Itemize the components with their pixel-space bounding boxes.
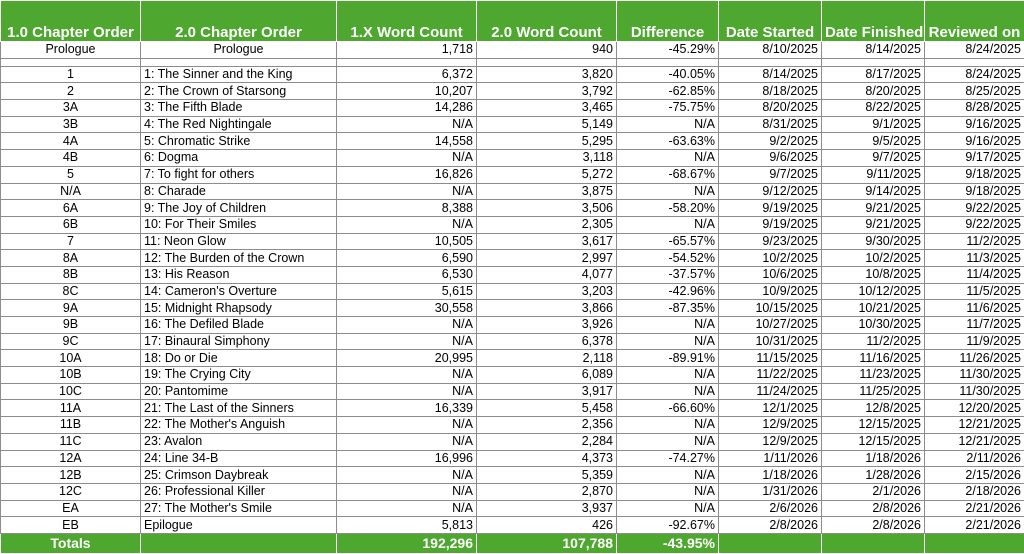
table-cell[interactable]: 12A	[1, 450, 141, 467]
table-cell[interactable]: -40.05%	[617, 66, 719, 83]
table-cell[interactable]: EB	[1, 517, 141, 534]
table-cell[interactable]: 6B	[1, 216, 141, 233]
table-cell[interactable]: 9/22/2025	[925, 200, 1024, 217]
table-cell[interactable]: 8/24/2025	[925, 66, 1024, 83]
table-cell[interactable]: 11C	[1, 433, 141, 450]
table-cell[interactable]: 2/15/2026	[925, 467, 1024, 484]
table-cell[interactable]: 8/31/2025	[719, 116, 822, 133]
table-cell[interactable]: 9/2/2025	[719, 133, 822, 150]
table-cell[interactable]: N/A	[617, 417, 719, 434]
table-cell[interactable]: 11/15/2025	[719, 350, 822, 367]
table-cell[interactable]: 3B	[1, 116, 141, 133]
table-cell[interactable]: 10: For Their Smiles	[141, 216, 337, 233]
table-cell[interactable]: N/A	[337, 150, 477, 167]
table-row	[1, 517, 1024, 534]
table-cell[interactable]: 10/6/2025	[719, 266, 822, 283]
table-cell[interactable]: 15: Midnight Rhapsody	[141, 300, 337, 317]
table-cell[interactable]: N/A	[617, 150, 719, 167]
table-cell[interactable]: 9/14/2025	[822, 183, 925, 200]
empty-cell[interactable]	[337, 58, 477, 66]
table-cell[interactable]: 11/4/2025	[925, 266, 1024, 283]
totals-row	[1, 533, 1024, 553]
table-cell[interactable]: 2/8/2026	[719, 517, 822, 534]
table-cell[interactable]: -54.52%	[617, 250, 719, 267]
table-cell[interactable]: 8: Charade	[141, 183, 337, 200]
table-cell[interactable]: 9B	[1, 317, 141, 334]
table-cell[interactable]: 12/1/2025	[719, 400, 822, 417]
header-cell[interactable]: Date Started	[719, 1, 822, 42]
table-cell[interactable]: 1/18/2026	[822, 450, 925, 467]
table-cell[interactable]: 5,359	[477, 467, 617, 484]
table-cell[interactable]: 30,558	[337, 300, 477, 317]
table-cell[interactable]: 8/22/2025	[822, 100, 925, 117]
table-cell[interactable]: 11/3/2025	[925, 250, 1024, 267]
table-row	[1, 417, 1024, 434]
header-cell[interactable]: 1.X Word Count	[337, 1, 477, 42]
table-cell[interactable]: N/A	[337, 433, 477, 450]
table-cell[interactable]: 12/9/2025	[719, 417, 822, 434]
table-cell[interactable]: 8A	[1, 250, 141, 267]
table-cell[interactable]: 8/20/2025	[719, 100, 822, 117]
table-cell[interactable]: 2/21/2026	[925, 517, 1024, 534]
table-cell[interactable]: 4,077	[477, 266, 617, 283]
table-cell[interactable]: 9A	[1, 300, 141, 317]
table-cell[interactable]: N/A	[337, 183, 477, 200]
table-cell[interactable]: 3: The Fifth Blade	[141, 100, 337, 117]
table-cell[interactable]: 16,996	[337, 450, 477, 467]
header-cell[interactable]: 1.0 Chapter Order	[1, 1, 141, 42]
table-cell[interactable]: 12/15/2025	[822, 433, 925, 450]
table-row	[1, 66, 1024, 83]
table-cell[interactable]: Prologue	[141, 42, 337, 59]
table-cell[interactable]: -42.96%	[617, 283, 719, 300]
table-cell[interactable]: 9C	[1, 333, 141, 350]
table-cell[interactable]: N/A	[337, 500, 477, 517]
table-cell[interactable]: N/A	[617, 500, 719, 517]
table-cell[interactable]: 6,372	[337, 66, 477, 83]
table-cell[interactable]: 11/16/2025	[822, 350, 925, 367]
table-cell[interactable]: 9/23/2025	[719, 233, 822, 250]
table-cell[interactable]: 14: Cameron's Overture	[141, 283, 337, 300]
table-cell[interactable]: 3,866	[477, 300, 617, 317]
table-cell[interactable]: 10/31/2025	[719, 333, 822, 350]
table-cell[interactable]: 11: Neon Glow	[141, 233, 337, 250]
table-cell[interactable]: 8/25/2025	[925, 83, 1024, 100]
table-cell[interactable]: Epilogue	[141, 517, 337, 534]
table-cell[interactable]: 14,558	[337, 133, 477, 150]
table-row	[1, 467, 1024, 484]
table-cell[interactable]: 2,356	[477, 417, 617, 434]
table-cell[interactable]: 3,203	[477, 283, 617, 300]
table-cell[interactable]: 9: The Joy of Children	[141, 200, 337, 217]
table-cell[interactable]: 1,718	[337, 42, 477, 59]
table-cell[interactable]: 11/30/2025	[925, 367, 1024, 384]
table-cell[interactable]: 8/17/2025	[822, 66, 925, 83]
table-row	[1, 350, 1024, 367]
table-cell[interactable]: 12/15/2025	[822, 417, 925, 434]
table-cell[interactable]: N/A	[617, 367, 719, 384]
table-row	[1, 300, 1024, 317]
table-cell[interactable]: 10/15/2025	[719, 300, 822, 317]
table-cell[interactable]: N/A	[617, 483, 719, 500]
empty-cell[interactable]	[1, 58, 141, 66]
table-cell[interactable]: 9/18/2025	[925, 183, 1024, 200]
empty-cell[interactable]	[925, 58, 1024, 66]
table-cell[interactable]: 8/14/2025	[719, 66, 822, 83]
table-cell[interactable]: -45.29%	[617, 42, 719, 59]
table-cell[interactable]: 3,506	[477, 200, 617, 217]
header-cell[interactable]: Reviewed on	[925, 1, 1024, 42]
table-cell[interactable]: 9/16/2025	[925, 116, 1024, 133]
table-cell[interactable]: 3,937	[477, 500, 617, 517]
table-row	[1, 266, 1024, 283]
table-row	[1, 450, 1024, 467]
table-cell[interactable]: 6,530	[337, 266, 477, 283]
table-cell[interactable]: 22: The Mother's Anguish	[141, 417, 337, 434]
table-cell[interactable]: 19: The Crying City	[141, 367, 337, 384]
header-cell[interactable]: 2.0 Chapter Order	[141, 1, 337, 42]
table-cell[interactable]: 6: Dogma	[141, 150, 337, 167]
table-cell[interactable]: N/A	[617, 467, 719, 484]
table-cell[interactable]: 16: The Defiled Blade	[141, 317, 337, 334]
table-cell[interactable]: 12/20/2025	[925, 400, 1024, 417]
table-cell[interactable]: 11/24/2025	[719, 383, 822, 400]
table-cell[interactable]: 9/7/2025	[719, 166, 822, 183]
empty-cell[interactable]	[477, 58, 617, 66]
table-cell[interactable]: 12B	[1, 467, 141, 484]
table-cell[interactable]: 9/21/2025	[822, 216, 925, 233]
table-row	[1, 433, 1024, 450]
table-row	[1, 166, 1024, 183]
table-cell[interactable]: N/A	[617, 383, 719, 400]
table-cell[interactable]: 9/22/2025	[925, 216, 1024, 233]
table-row	[1, 383, 1024, 400]
table-cell[interactable]: 11/7/2025	[925, 317, 1024, 334]
table-cell[interactable]: 1: The Sinner and the King	[141, 66, 337, 83]
total-2-0-word-count[interactable]: 107,788	[477, 533, 617, 553]
table-cell[interactable]: 12: The Burden of the Crown	[141, 250, 337, 267]
table-cell[interactable]: 8C	[1, 283, 141, 300]
table-cell[interactable]: 2/8/2026	[822, 517, 925, 534]
table-cell[interactable]: 1/28/2026	[822, 467, 925, 484]
table-cell[interactable]: 7	[1, 233, 141, 250]
table-cell[interactable]: 2,870	[477, 483, 617, 500]
table-cell[interactable]: N/A	[617, 333, 719, 350]
table-row	[1, 150, 1024, 167]
table-cell[interactable]: 9/5/2025	[822, 133, 925, 150]
table-cell[interactable]: 10/2/2025	[822, 250, 925, 267]
table-cell[interactable]: 11/30/2025	[925, 383, 1024, 400]
table-cell[interactable]: -92.67%	[617, 517, 719, 534]
table-cell[interactable]: 7: To fight for others	[141, 166, 337, 183]
table-cell[interactable]: 2	[1, 83, 141, 100]
table-cell[interactable]: 16,339	[337, 400, 477, 417]
table-cell[interactable]: N/A	[337, 317, 477, 334]
table-cell[interactable]: 20,995	[337, 350, 477, 367]
table-cell[interactable]: 12/8/2025	[822, 400, 925, 417]
table-cell[interactable]: 6,590	[337, 250, 477, 267]
table-cell[interactable]: -63.63%	[617, 133, 719, 150]
table-row	[1, 233, 1024, 250]
table-cell[interactable]: 11A	[1, 400, 141, 417]
table-cell[interactable]: 3,820	[477, 66, 617, 83]
table-cell[interactable]: -65.57%	[617, 233, 719, 250]
table-row	[1, 483, 1024, 500]
table-cell[interactable]: N/A	[337, 483, 477, 500]
table-cell[interactable]: 10C	[1, 383, 141, 400]
table-cell[interactable]: 11/5/2025	[925, 283, 1024, 300]
empty-cell[interactable]	[719, 58, 822, 66]
table-cell[interactable]: 2/21/2026	[925, 500, 1024, 517]
table-cell[interactable]: 11/9/2025	[925, 333, 1024, 350]
empty-cell[interactable]	[141, 58, 337, 66]
table-cell[interactable]: 2,997	[477, 250, 617, 267]
spacer-row	[1, 58, 1024, 66]
table-cell[interactable]: N/A	[337, 333, 477, 350]
table-cell[interactable]: 8/20/2025	[822, 83, 925, 100]
table-cell[interactable]: 26: Professional Killer	[141, 483, 337, 500]
table-cell[interactable]	[822, 533, 925, 553]
table-cell[interactable]: 3A	[1, 100, 141, 117]
table-cell[interactable]: -75.75%	[617, 100, 719, 117]
table-cell[interactable]: 4: The Red Nightingale	[141, 116, 337, 133]
table-row	[1, 333, 1024, 350]
table-cell[interactable]: 8/24/2025	[925, 42, 1024, 59]
table-cell[interactable]: 10/30/2025	[822, 317, 925, 334]
table-cell[interactable]: 9/19/2025	[719, 216, 822, 233]
table-cell[interactable]: 4A	[1, 133, 141, 150]
table-cell[interactable]: 8/14/2025	[822, 42, 925, 59]
table-cell[interactable]: 5,813	[337, 517, 477, 534]
table-cell[interactable]: 2,284	[477, 433, 617, 450]
table-cell[interactable]: 3,926	[477, 317, 617, 334]
table-cell[interactable]: 8B	[1, 266, 141, 283]
table-cell[interactable]: 9/30/2025	[822, 233, 925, 250]
table-cell[interactable]: 8/10/2025	[719, 42, 822, 59]
table-cell[interactable]: N/A	[337, 417, 477, 434]
table-cell[interactable]: -89.91%	[617, 350, 719, 367]
table-cell[interactable]: 9/12/2025	[719, 183, 822, 200]
table-cell[interactable]: 14,286	[337, 100, 477, 117]
table-cell[interactable]: 4,373	[477, 450, 617, 467]
table-cell[interactable]: 13: His Reason	[141, 266, 337, 283]
table-cell[interactable]: 10,207	[337, 83, 477, 100]
table-cell[interactable]: N/A	[617, 216, 719, 233]
table-cell[interactable]: N/A	[337, 116, 477, 133]
table-cell[interactable]: 5,615	[337, 283, 477, 300]
table-cell[interactable]: 8/18/2025	[719, 83, 822, 100]
table-row	[1, 283, 1024, 300]
table-cell[interactable]: 9/1/2025	[822, 116, 925, 133]
table-cell[interactable]: 2/11/2026	[925, 450, 1024, 467]
table-cell[interactable]: 10A	[1, 350, 141, 367]
table-row	[1, 83, 1024, 100]
table-cell[interactable]: 10/8/2025	[822, 266, 925, 283]
table-cell[interactable]: 18: Do or Die	[141, 350, 337, 367]
table-row	[1, 216, 1024, 233]
table-cell[interactable]: -37.57%	[617, 266, 719, 283]
table-cell[interactable]: 11/2/2025	[925, 233, 1024, 250]
table-cell[interactable]: 12/21/2025	[925, 433, 1024, 450]
table-row	[1, 200, 1024, 217]
table-cell[interactable]: 1/31/2026	[719, 483, 822, 500]
table-cell[interactable]: 5,458	[477, 400, 617, 417]
table-cell[interactable]: 2/8/2026	[822, 500, 925, 517]
table-cell[interactable]: 11/25/2025	[822, 383, 925, 400]
table-cell[interactable]: 426	[477, 517, 617, 534]
table-cell[interactable]: N/A	[337, 467, 477, 484]
table-cell[interactable]: 16,826	[337, 166, 477, 183]
table-cell[interactable]: 20: Pantomime	[141, 383, 337, 400]
table-cell[interactable]: N/A	[617, 317, 719, 334]
table-cell[interactable]: 11/26/2025	[925, 350, 1024, 367]
table-cell[interactable]: N/A	[617, 116, 719, 133]
table-cell[interactable]: 8/28/2025	[925, 100, 1024, 117]
header-cell[interactable]: 2.0 Word Count	[477, 1, 617, 42]
table-cell[interactable]: 6A	[1, 200, 141, 217]
header-cell[interactable]: Difference	[617, 1, 719, 42]
table-cell[interactable]: 9/17/2025	[925, 150, 1024, 167]
table-cell[interactable]: 21: The Last of the Sinners	[141, 400, 337, 417]
table-cell[interactable]: 3,465	[477, 100, 617, 117]
table-cell[interactable]: 4B	[1, 150, 141, 167]
total-difference[interactable]: -43.95%	[617, 533, 719, 553]
table-cell[interactable]: N/A	[617, 433, 719, 450]
table-cell[interactable]: -68.67%	[617, 166, 719, 183]
table-cell[interactable]: 940	[477, 42, 617, 59]
table-row	[1, 317, 1024, 334]
table-cell[interactable]: EA	[1, 500, 141, 517]
table-cell[interactable]: 3,792	[477, 83, 617, 100]
table-cell[interactable]: 17: Binaural Simphony	[141, 333, 337, 350]
table-cell[interactable]: N/A	[337, 383, 477, 400]
table-cell[interactable]: 10/21/2025	[822, 300, 925, 317]
table-cell[interactable]: 2/18/2026	[925, 483, 1024, 500]
totals-label[interactable]: Totals	[1, 533, 141, 553]
table-cell[interactable]: 10,505	[337, 233, 477, 250]
table-cell[interactable]: 5: Chromatic Strike	[141, 133, 337, 150]
table-cell[interactable]: 5,272	[477, 166, 617, 183]
table-cell[interactable]: 5,295	[477, 133, 617, 150]
table-cell[interactable]: 2/6/2026	[719, 500, 822, 517]
table-cell[interactable]: 3,118	[477, 150, 617, 167]
table-cell[interactable]: 2: The Crown of Starsong	[141, 83, 337, 100]
table-cell[interactable]: 9/6/2025	[719, 150, 822, 167]
table-row	[1, 100, 1024, 117]
table-cell[interactable]: N/A	[337, 216, 477, 233]
table-cell[interactable]: 2,305	[477, 216, 617, 233]
table-cell[interactable]: 12/21/2025	[925, 417, 1024, 434]
table-cell[interactable]: -74.27%	[617, 450, 719, 467]
table-cell[interactable]: 23: Avalon	[141, 433, 337, 450]
table-cell[interactable]: 6,089	[477, 367, 617, 384]
table-row	[1, 250, 1024, 267]
table-cell[interactable]: N/A	[617, 183, 719, 200]
table-cell[interactable]: 11/22/2025	[719, 367, 822, 384]
table-cell[interactable]: 3,617	[477, 233, 617, 250]
table-cell[interactable]: N/A	[1, 183, 141, 200]
empty-cell[interactable]	[822, 58, 925, 66]
prologue-row	[1, 42, 1024, 59]
table-cell[interactable]: Prologue	[1, 42, 141, 59]
table-cell[interactable]: 24: Line 34-B	[141, 450, 337, 467]
table-cell[interactable]: 9/19/2025	[719, 200, 822, 217]
table-cell[interactable]: 9/11/2025	[822, 166, 925, 183]
table-row	[1, 400, 1024, 417]
header-row	[1, 1, 1024, 42]
table-cell[interactable]: 5	[1, 166, 141, 183]
table-row	[1, 183, 1024, 200]
table-cell[interactable]: 10B	[1, 367, 141, 384]
table-cell[interactable]: 5,149	[477, 116, 617, 133]
table-cell[interactable]: 9/21/2025	[822, 200, 925, 217]
table-cell[interactable]: 2/1/2026	[822, 483, 925, 500]
table-cell[interactable]: 9/16/2025	[925, 133, 1024, 150]
table-cell[interactable]: 9/7/2025	[822, 150, 925, 167]
table-cell[interactable]: 11B	[1, 417, 141, 434]
table-cell[interactable]: 6,378	[477, 333, 617, 350]
table-cell[interactable]: -62.85%	[617, 83, 719, 100]
table-cell[interactable]: 1	[1, 66, 141, 83]
table-cell[interactable]: -66.60%	[617, 400, 719, 417]
table-row	[1, 133, 1024, 150]
table-cell[interactable]: -87.35%	[617, 300, 719, 317]
table-cell[interactable]: 27: The Mother's Smile	[141, 500, 337, 517]
table-cell[interactable]: 10/2/2025	[719, 250, 822, 267]
table-cell[interactable]: 11/6/2025	[925, 300, 1024, 317]
table-cell[interactable]	[925, 533, 1024, 553]
table-cell[interactable]: 25: Crimson Daybreak	[141, 467, 337, 484]
table-cell[interactable]: 3,917	[477, 383, 617, 400]
table-cell[interactable]: 12C	[1, 483, 141, 500]
table-cell[interactable]: 10/12/2025	[822, 283, 925, 300]
empty-cell[interactable]	[617, 58, 719, 66]
table-cell[interactable]: 10/9/2025	[719, 283, 822, 300]
table-cell[interactable]	[141, 533, 337, 553]
table-cell[interactable]: N/A	[337, 367, 477, 384]
table-cell[interactable]: 8,388	[337, 200, 477, 217]
table-cell[interactable]: 11/23/2025	[822, 367, 925, 384]
table-cell[interactable]: 2,118	[477, 350, 617, 367]
table-cell[interactable]: 9/18/2025	[925, 166, 1024, 183]
table-cell[interactable]	[719, 533, 822, 553]
table-row	[1, 116, 1024, 133]
table-cell[interactable]: 10/27/2025	[719, 317, 822, 334]
header-cell[interactable]: Date Finished	[822, 1, 925, 42]
table-row	[1, 367, 1024, 384]
table-cell[interactable]: 1/18/2026	[719, 467, 822, 484]
table-cell[interactable]: -58.20%	[617, 200, 719, 217]
table-cell[interactable]: 12/9/2025	[719, 433, 822, 450]
total-1x-word-count[interactable]: 192,296	[337, 533, 477, 553]
table-cell[interactable]: 11/2/2025	[822, 333, 925, 350]
table-row	[1, 500, 1024, 517]
table-cell[interactable]: 3,875	[477, 183, 617, 200]
table-cell[interactable]: 1/11/2026	[719, 450, 822, 467]
